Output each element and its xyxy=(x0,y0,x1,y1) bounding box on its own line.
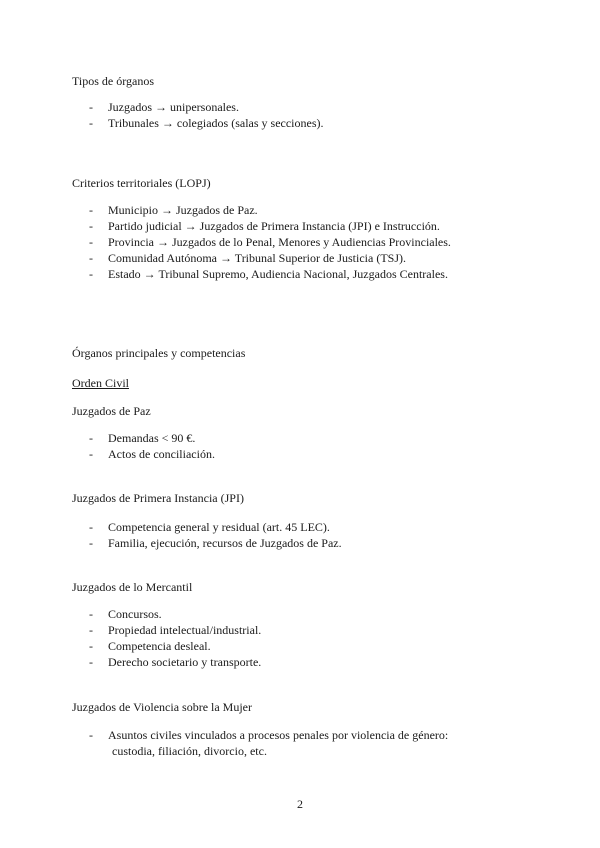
page-number: 2 xyxy=(297,797,303,811)
bullet-dash: - xyxy=(89,639,93,653)
bullet-dash: - xyxy=(89,655,93,669)
list-item-text-line2: custodia, filiación, divorcio, etc. xyxy=(112,744,267,758)
list-item-text: Competencia general y residual (art. 45 LEC). xyxy=(108,520,330,534)
subsection-heading-jpi: Juzgados de Primera Instancia (JPI) xyxy=(72,491,244,505)
main-heading: Órganos principales y competencias xyxy=(72,346,246,360)
subsection-heading-mercantil: Juzgados de lo Mercantil xyxy=(72,580,193,594)
bullet-dash: - xyxy=(89,520,93,534)
list-item-text: Estado → Tribunal Supremo, Audiencia Nacional, Juzgados Centrales. xyxy=(108,267,448,281)
list-item-text: Concursos. xyxy=(108,607,162,621)
list-item-text: Familia, ejecución, recursos de Juzgados de Paz. xyxy=(108,536,342,550)
order-heading-civil: Orden Civil xyxy=(72,376,129,390)
bullet-dash: - xyxy=(89,251,93,265)
section-heading-criterios-territoriales: Criterios territoriales (LOPJ) xyxy=(72,176,211,190)
list-item-text: Competencia desleal. xyxy=(108,639,211,653)
bullet-dash: - xyxy=(89,607,93,621)
list-item-text: Derecho societario y transporte. xyxy=(108,655,262,669)
list-item-text xyxy=(108,727,508,759)
list-item-text: Demandas < 90 €. xyxy=(108,431,196,445)
subsection-heading-violencia-mujer: Juzgados de Violencia sobre la Mujer xyxy=(72,700,253,714)
list-item-text: Juzgados → unipersonales. xyxy=(108,100,239,114)
list-item-text: Provincia → Juzgados de lo Penal, Menores y Audiencias Provinciales. xyxy=(108,235,451,249)
bullet-dash: - xyxy=(89,116,93,130)
subsection-heading-juzgados-paz: Juzgados de Paz xyxy=(72,404,151,418)
bullet-dash: - xyxy=(89,728,93,742)
list-item-text: Comunidad Autónoma → Tribunal Superior de Justicia (TSJ). xyxy=(108,251,406,265)
bullet-dash: - xyxy=(89,100,93,114)
bullet-dash: - xyxy=(89,431,93,445)
list-item-text: Municipio → Juzgados de Paz. xyxy=(108,203,258,217)
bullet-dash: - xyxy=(89,235,93,249)
bullet-dash: - xyxy=(89,203,93,217)
bullet-dash: - xyxy=(89,536,93,550)
list-item-text: Partido judicial → Juzgados de Primera Instancia (JPI) e Instrucción. xyxy=(108,219,440,233)
list-item-text-line1: Asuntos civiles vinculados a procesos penales por violencia de género: xyxy=(108,728,449,742)
bullet-dash: - xyxy=(89,623,93,637)
bullet-dash: - xyxy=(89,219,93,233)
bullet-dash: - xyxy=(89,447,93,461)
bullet-dash: - xyxy=(89,267,93,281)
section-heading-tipos-organos: Tipos de órganos xyxy=(72,74,155,88)
list-item-text: Actos de conciliación. xyxy=(108,447,215,461)
list-item-text: Propiedad intelectual/industrial. xyxy=(108,623,262,637)
list-item-text: Tribunales → colegiados (salas y secciones). xyxy=(108,116,324,130)
